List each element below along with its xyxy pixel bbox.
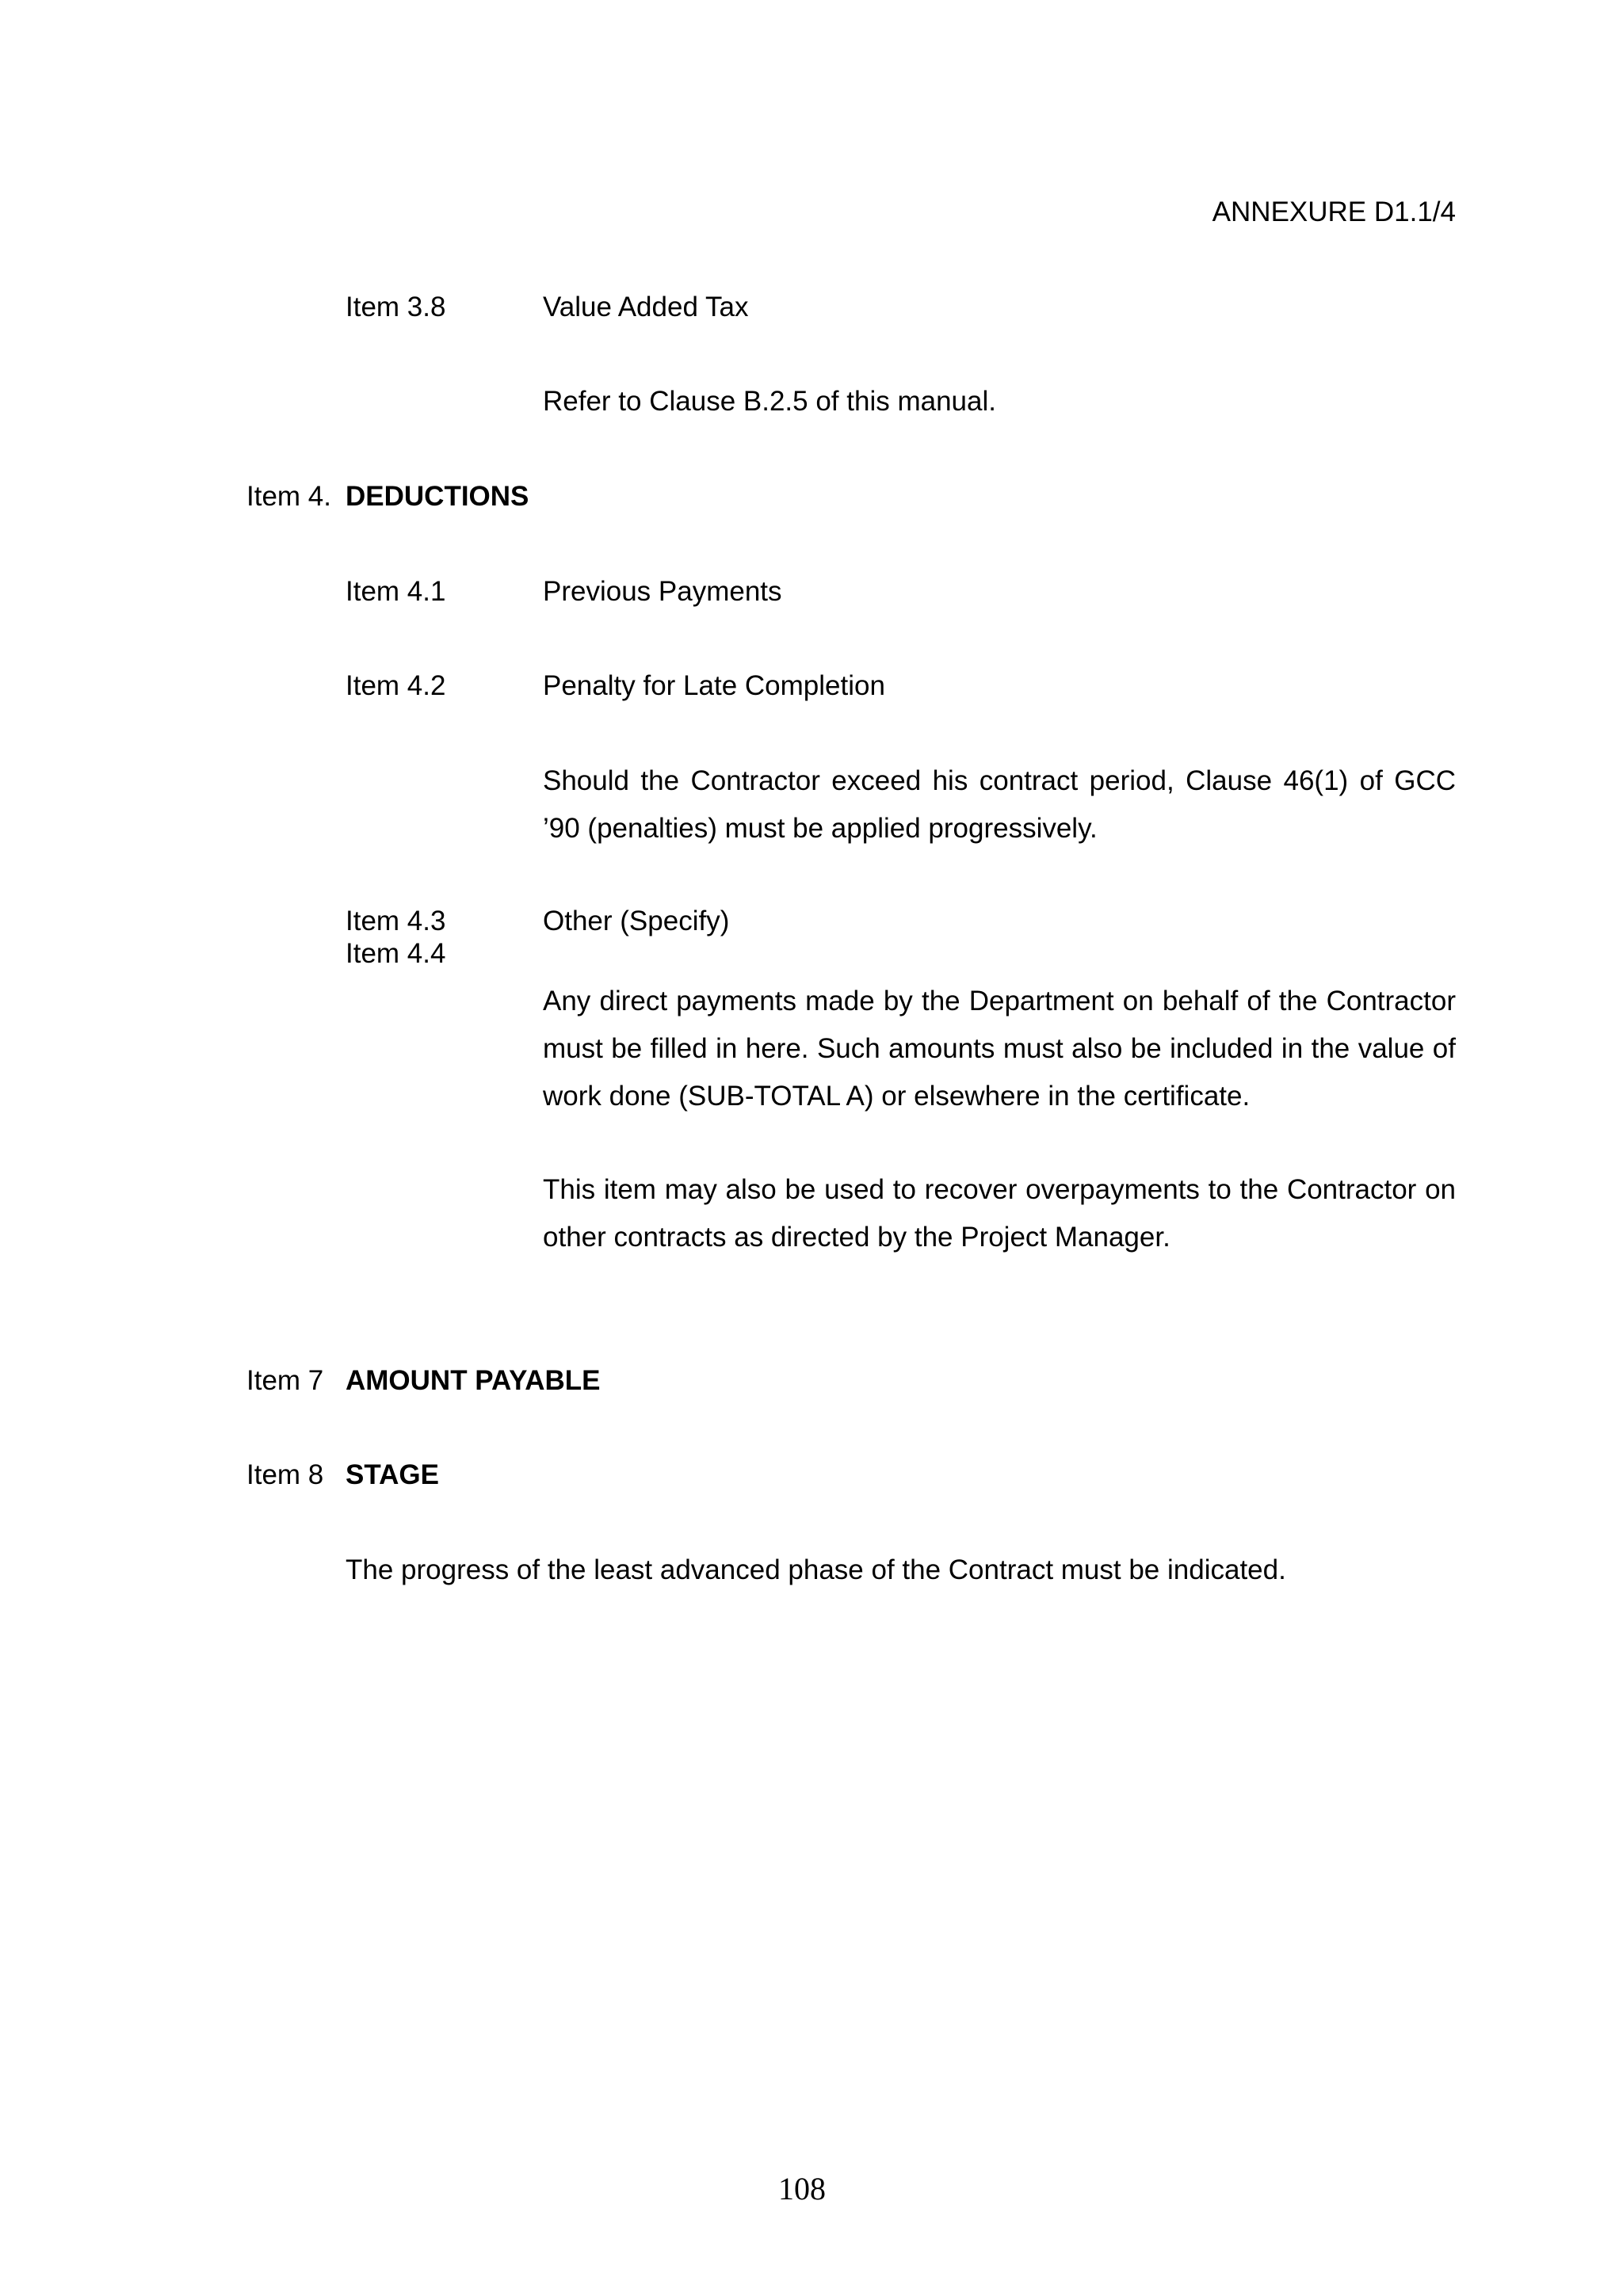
item-4-1-title: Previous Payments: [543, 576, 782, 607]
item-4-2-text: Should the Contractor exceed his contract period, Clause 46(1) of GCC ’90 (penalties) must be applied progressively.: [543, 765, 1456, 844]
item-8-text: The progress of the least advanced phase of the Contract must be indicated.: [346, 1554, 1286, 1585]
item-7-heading: AMOUNT PAYABLE: [346, 1365, 601, 1396]
item-4-4-number: Item 4.4: [346, 938, 446, 969]
annexure-label: ANNEXURE D1.1/4: [1212, 196, 1456, 227]
item-3-8-title: Value Added Tax: [543, 292, 749, 322]
item-3-8-text: Refer to Clause B.2.5 of this manual.: [543, 386, 996, 417]
item-4-4-text-1: Any direct payments made by the Department on behalf of the Contractor must be filled in here. Such amounts must also be included in the value of work done (SUB-TOTAL A) or elsewhere in the certificate.: [543, 986, 1456, 1112]
item-8-heading: STAGE: [346, 1459, 439, 1490]
item-4-heading: DEDUCTIONS: [346, 481, 529, 512]
item-4-3-number: Item 4.3: [346, 906, 446, 936]
item-4-2-title: Penalty for Late Completion: [543, 670, 885, 701]
item-7-number: Item 7: [246, 1365, 324, 1396]
item-8-number: Item 8: [246, 1459, 324, 1490]
page-number: 108: [778, 2171, 826, 2206]
item-4-2-number: Item 4.2: [346, 670, 446, 701]
item-4-number: Item 4.: [246, 481, 331, 512]
item-4-1-number: Item 4.1: [346, 576, 446, 607]
item-4-4-text-2: This item may also be used to recover overpayments to the Contractor on other contracts as directed by the Project Manager.: [543, 1174, 1456, 1253]
item-3-8-number: Item 3.8: [346, 292, 446, 322]
item-4-3-title: Other (Specify): [543, 906, 730, 936]
